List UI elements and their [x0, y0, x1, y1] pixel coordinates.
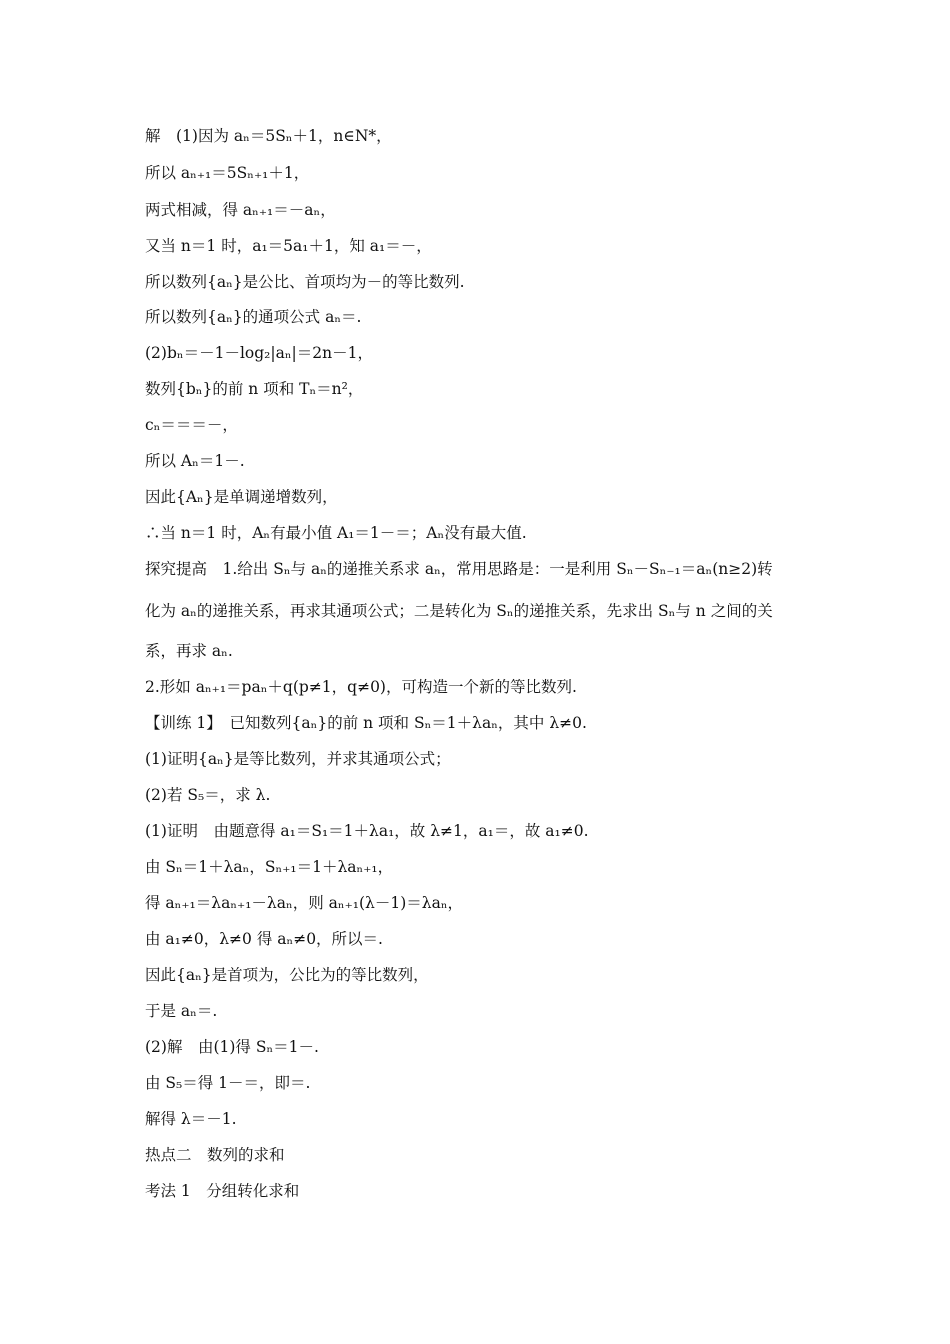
subsection-heading: 考法 1 分组转化求和	[145, 1182, 300, 1200]
text-line: 解得 λ＝－1.	[145, 1110, 237, 1128]
text-line: (2)若 S₅＝，求 λ.	[145, 786, 271, 804]
text-line: (2)bₙ＝－1－log₂|aₙ|＝2n－1，	[145, 344, 373, 362]
text-line: 所以 Aₙ＝1－.	[145, 452, 245, 470]
text-line: 因此{aₙ}是首项为，公比为的等比数列，	[145, 966, 429, 984]
text-line: 系，再求 aₙ.	[145, 642, 233, 660]
text-line: 因此{Aₙ}是单调递增数列，	[145, 488, 338, 506]
section-heading: 热点二 数列的求和	[145, 1146, 285, 1164]
text-line: 由 Sₙ＝1＋λaₙ，Sₙ₊₁＝1＋λaₙ₊₁，	[145, 858, 394, 876]
text-line: 探究提高 1.给出 Sₙ与 aₙ的递推关系求 aₙ，常用思路是：一是利用 Sₙ－Sₙ₋₁＝aₙ(n≥2)转	[145, 560, 773, 578]
text-line: 化为 aₙ的递推关系，再求其通项公式；二是转化为 Sₙ的递推关系，先求出 Sₙ与 n 之间的关	[145, 602, 773, 620]
text-line: cₙ＝＝＝－，	[145, 416, 238, 434]
text-line: 由 a₁≠0，λ≠0 得 aₙ≠0，所以＝.	[145, 930, 383, 948]
text-line: (1)证明{aₙ}是等比数列，并求其通项公式；	[145, 750, 451, 768]
text-line: 得 aₙ₊₁＝λaₙ₊₁－λaₙ，则 aₙ₊₁(λ－1)＝λaₙ，	[145, 894, 464, 912]
text-line: 由 S₅＝得 1－＝，即＝.	[145, 1074, 311, 1092]
text-line: 两式相减，得 aₙ₊₁＝－aₙ，	[145, 201, 336, 219]
training-heading: 【训练 1】 已知数列{aₙ}的前 n 项和 Sₙ＝1＋λaₙ，其中 λ≠0.	[145, 714, 587, 732]
text-line: 于是 aₙ＝.	[145, 1002, 218, 1020]
text-line: 2.形如 aₙ₊₁＝paₙ＋q(p≠1，q≠0)，可构造一个新的等比数列.	[145, 678, 577, 696]
text-line: 解 (1)因为 aₙ＝5Sₙ＋1，n∈N*，	[145, 127, 392, 145]
text-line: (1)证明 由题意得 a₁＝S₁＝1＋λa₁，故 λ≠1，a₁＝，故 a₁≠0.	[145, 822, 589, 840]
text-line: ∴当 n＝1 时，Aₙ有最小值 A₁＝1－＝；Aₙ没有最大值.	[145, 524, 527, 542]
text-line: 所以 aₙ₊₁＝5Sₙ₊₁＋1，	[145, 164, 310, 182]
text-line: (2)解 由(1)得 Sₙ＝1－.	[145, 1038, 319, 1056]
text-line: 所以数列{aₙ}的通项公式 aₙ＝.	[145, 308, 362, 326]
text-line: 又当 n＝1 时，a₁＝5a₁＋1，知 a₁＝－，	[145, 237, 432, 255]
text-line: 数列{bₙ}的前 n 项和 Tₙ＝n²，	[145, 380, 364, 398]
text-line: 所以数列{aₙ}是公比、首项均为－的等比数列.	[145, 273, 465, 291]
